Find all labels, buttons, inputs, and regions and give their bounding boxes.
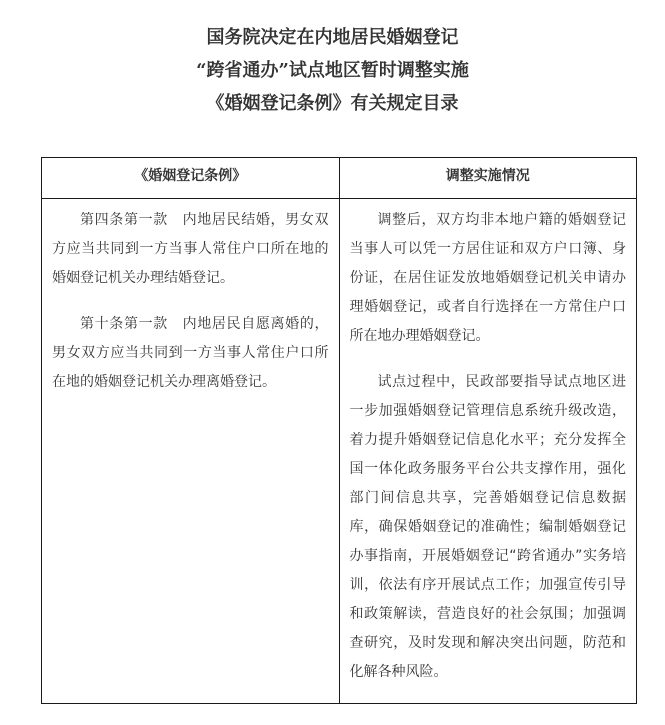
page-title [0,21,665,120]
table-header-adjustment: 调整实施情况 [339,158,637,199]
adjustment-cell [339,199,637,704]
regulation-cell [42,199,340,704]
adjustment-paragraph-1: 调整后，双方均非本地户籍的婚姻登记当事人可以凭一方居住证和双方户口簿、身份证，在居住证发放地婚姻登记机关申请办理婚姻登记，或者自行选择在一方常住户口所在地办理婚姻登记。 [349,212,626,344]
regulation-paragraph-article10: 第十条第一款 内地居民自愿离婚的，男女双方应当共同到一方当事人常住户口所在地的婚姻登记机关办理离婚登记。 [52,316,329,390]
table-header-regulation: 《婚姻登记条例》 [42,158,340,199]
adjustment-paragraph-2: 试点过程中，民政部要指导试点地区进一步加强婚姻登记管理信息系统升级改造，着力提升婚姻登记信息化水平；充分发挥全国一体化政务服务平台公共支撑作用，强化部门间信息共享，完善婚姻登记信息数据库，确保婚姻登记的准确性；编制婚姻登记办事指南，开展婚姻登记“跨省通办”实务培训，依法有序开展试点工作；加强宣传引导和政策解读，营造良好的社会氛围；加强调查研究，及时发现和解决突出问题，防范和化解各种风险。 [349,374,626,680]
regulation-paragraph-article4: 第四条第一款 内地居民结婚，男女双方应当共同到一方当事人常住户口所在地的婚姻登记机关办理结婚登记。 [52,212,329,286]
table-header-row [42,158,637,199]
regulations-table [41,157,637,704]
title-line-2: “跨省通办”试点地区暂时调整实施 [196,60,469,81]
title-line-3: 《婚姻登记条例》有关规定目录 [206,93,459,114]
table-body-row [42,199,637,704]
title-line-1: 国务院决定在内地居民婚姻登记 [206,27,459,48]
